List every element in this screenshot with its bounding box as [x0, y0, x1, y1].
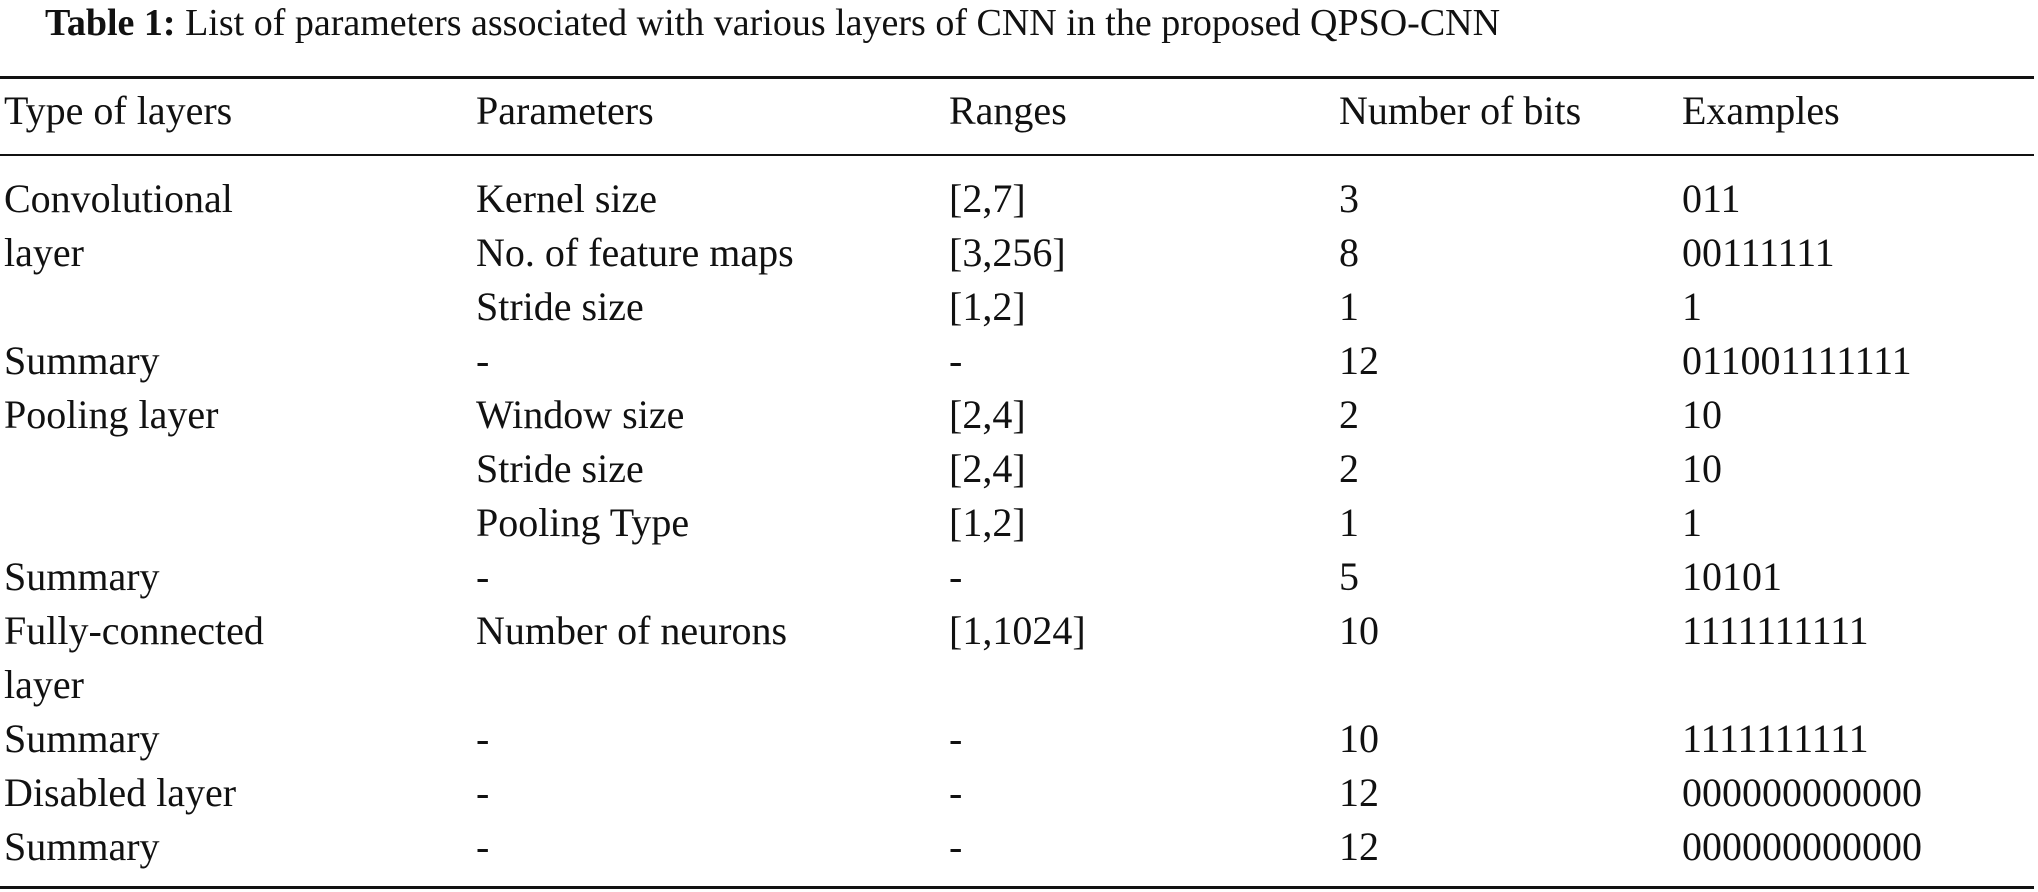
table-header-rule	[0, 154, 2034, 156]
cell-layer-type: Fully-connected	[4, 608, 264, 653]
table-header-row	[0, 84, 2034, 138]
cell-example: 00111111	[1682, 230, 1835, 275]
table-row	[0, 172, 2034, 226]
cell-parameter: -	[476, 716, 490, 761]
cell-example: 1	[1682, 284, 1702, 329]
header-number-of-bits: Number of bits	[1339, 88, 1582, 133]
table-row	[0, 442, 2034, 496]
cell-range: [1,1024]	[949, 608, 1086, 653]
cell-range: [1,2]	[949, 284, 1026, 329]
table-top-rule	[0, 76, 2034, 79]
cell-range: [2,4]	[949, 446, 1026, 491]
table-row	[0, 226, 2034, 280]
cell-layer-type: Summary	[4, 338, 160, 383]
cell-parameter: Pooling Type	[476, 500, 690, 545]
cell-example: 011	[1682, 176, 1741, 221]
cell-parameter: -	[476, 824, 490, 869]
cell-parameter: Stride size	[476, 284, 644, 329]
cell-example: 011001111111	[1682, 338, 1912, 383]
cell-range: -	[949, 770, 963, 815]
cell-bits: 2	[1339, 392, 1359, 437]
table-caption-label: Table 1:	[45, 2, 176, 44]
cell-bits: 10	[1339, 608, 1379, 653]
cell-example: 1	[1682, 500, 1702, 545]
cell-range: -	[949, 338, 963, 383]
cell-example: 1111111111	[1682, 608, 1869, 653]
cell-layer-type: Summary	[4, 554, 160, 599]
cell-parameter: Stride size	[476, 446, 644, 491]
cell-parameter: -	[476, 770, 490, 815]
table-bottom-rule	[0, 886, 2034, 889]
cell-bits: 12	[1339, 824, 1379, 869]
cell-range: [3,256]	[949, 230, 1066, 275]
cell-range: [2,7]	[949, 176, 1026, 221]
cell-layer-type: Convolutional	[4, 176, 233, 221]
cell-example: 10101	[1682, 554, 1782, 599]
cell-parameter: No. of feature maps	[476, 230, 794, 275]
cell-range: -	[949, 716, 963, 761]
cell-range: -	[949, 824, 963, 869]
table-row	[0, 712, 2034, 766]
cell-parameter: -	[476, 338, 490, 383]
cell-bits: 3	[1339, 176, 1359, 221]
cell-parameter: Number of neurons	[476, 608, 788, 653]
cell-bits: 2	[1339, 446, 1359, 491]
table-row	[0, 658, 2034, 712]
cell-range: -	[949, 554, 963, 599]
cell-range: [2,4]	[949, 392, 1026, 437]
cell-range: [1,2]	[949, 500, 1026, 545]
cell-bits: 5	[1339, 554, 1359, 599]
table-row	[0, 550, 2034, 604]
cell-example: 10	[1682, 446, 1722, 491]
cell-parameter: Kernel size	[476, 176, 658, 221]
table-caption-text: List of parameters associated with various layers of CNN in the proposed QPSO-CNN	[185, 2, 1501, 44]
table-row	[0, 280, 2034, 334]
cell-bits: 10	[1339, 716, 1379, 761]
cell-example: 000000000000	[1682, 824, 1922, 869]
table-row	[0, 820, 2034, 874]
cell-layer-type: Summary	[4, 824, 160, 869]
header-ranges: Ranges	[949, 88, 1067, 133]
table-row	[0, 766, 2034, 820]
cell-example: 1111111111	[1682, 716, 1869, 761]
header-examples: Examples	[1682, 88, 1840, 133]
cell-example: 10	[1682, 392, 1722, 437]
table-row	[0, 496, 2034, 550]
cell-bits: 1	[1339, 284, 1359, 329]
cell-layer-type: Disabled layer	[4, 770, 237, 815]
cell-layer-type: Pooling layer	[4, 392, 219, 437]
cell-parameter: -	[476, 554, 490, 599]
header-parameters: Parameters	[476, 88, 654, 133]
table-row	[0, 604, 2034, 658]
cell-layer-type: layer	[4, 662, 84, 707]
cell-bits: 12	[1339, 338, 1379, 383]
cell-bits: 8	[1339, 230, 1359, 275]
table-row	[0, 334, 2034, 388]
cell-bits: 1	[1339, 500, 1359, 545]
header-type-of-layers: Type of layers	[4, 88, 233, 133]
table-row	[0, 388, 2034, 442]
table-body	[0, 172, 2034, 874]
cell-layer-type: Summary	[4, 716, 160, 761]
cell-example: 000000000000	[1682, 770, 1922, 815]
cell-parameter: Window size	[476, 392, 685, 437]
cell-layer-type: layer	[4, 230, 84, 275]
table-caption	[45, 0, 1500, 46]
cell-bits: 12	[1339, 770, 1379, 815]
